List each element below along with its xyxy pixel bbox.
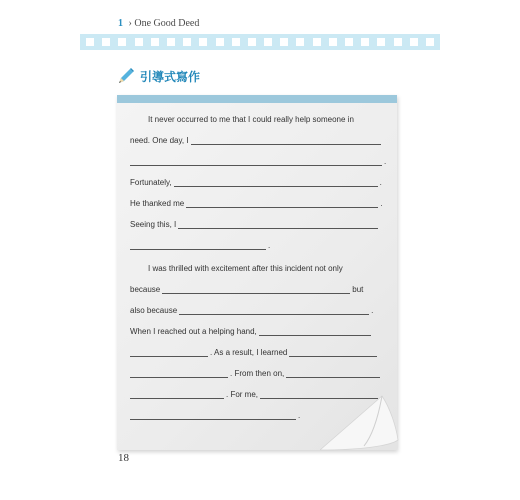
line-1-text: It never occurred to me that I could really help someone in [148, 115, 354, 124]
line-5-text: He thanked me [130, 199, 185, 208]
tape-hole [118, 38, 126, 46]
section-title-text: 引導式寫作 [140, 69, 201, 84]
answer-blank[interactable] [260, 389, 378, 399]
worksheet-line-11 [130, 322, 390, 336]
tape-hole [248, 38, 256, 46]
line-13-text: . From then on, [230, 369, 285, 378]
decorative-tape [80, 34, 440, 50]
answer-blank[interactable] [130, 410, 296, 420]
paper-top-bar [117, 95, 397, 103]
line-4-text: Fortunately, [130, 178, 172, 187]
tape-hole [167, 38, 175, 46]
worksheet-line-8 [130, 259, 408, 273]
answer-blank[interactable] [130, 347, 208, 357]
tape-holes [86, 38, 434, 46]
line-11-text: When I reached out a helping hand, [130, 327, 257, 336]
tape-hole [216, 38, 224, 46]
tape-hole [264, 38, 272, 46]
line-15-text: . [298, 411, 301, 420]
worksheet-line-4 [130, 173, 390, 187]
tape-hole [313, 38, 321, 46]
tape-hole [426, 38, 434, 46]
tape-hole [394, 38, 402, 46]
line-12-text: . As a result, I learned [210, 348, 288, 357]
tape-hole [232, 38, 240, 46]
answer-blank[interactable] [186, 198, 378, 208]
line-7-text: . [268, 241, 271, 250]
answer-blank[interactable] [130, 156, 382, 166]
worksheet-line-3 [130, 152, 390, 166]
chapter-separator: › [128, 18, 132, 29]
tape-hole [183, 38, 191, 46]
line-3-text: . [384, 157, 387, 166]
page-number: 18 [118, 452, 129, 464]
worksheet-line-9 [130, 280, 390, 294]
worksheet-line-13 [130, 364, 390, 378]
tape-hole [296, 38, 304, 46]
line-4-end: . [379, 178, 382, 187]
tape-hole [329, 38, 337, 46]
tape-hole [410, 38, 418, 46]
pencil-icon [116, 66, 136, 86]
worksheet-line-5 [130, 194, 390, 208]
answer-blank[interactable] [289, 347, 377, 357]
worksheet-line-2 [130, 131, 390, 145]
answer-blank[interactable] [191, 135, 381, 145]
tape-hole [199, 38, 207, 46]
answer-blank[interactable] [178, 219, 378, 229]
worksheet-line-14 [130, 385, 390, 399]
answer-blank[interactable] [130, 240, 266, 250]
line-5-end: . [380, 199, 383, 208]
worksheet-line-1 [130, 110, 408, 124]
line-6-text: Seeing this, I [130, 220, 177, 229]
line-14-text: . For me, [226, 390, 259, 399]
chapter-title: One Good Deed [134, 18, 200, 29]
worksheet-line-7 [130, 236, 390, 250]
tape-hole [280, 38, 288, 46]
line-9-end: but [352, 285, 364, 294]
answer-blank[interactable] [130, 389, 224, 399]
answer-blank[interactable] [286, 368, 380, 378]
worksheet-line-12 [130, 343, 390, 357]
tape-hole [135, 38, 143, 46]
worksheet-line-10 [130, 301, 390, 315]
line-2-text: need. One day, I [130, 136, 189, 145]
worksheet-line-6 [130, 215, 390, 229]
chapter-number: 1 [118, 18, 123, 29]
answer-blank[interactable] [259, 326, 371, 336]
answer-blank[interactable] [162, 284, 350, 294]
section-title [116, 66, 200, 86]
chapter-header [118, 18, 199, 29]
line-10-text: also because [130, 306, 178, 315]
tape-hole [151, 38, 159, 46]
answer-blank[interactable] [179, 305, 369, 315]
answer-blank[interactable] [174, 177, 378, 187]
answer-blank[interactable] [130, 368, 228, 378]
tape-hole [345, 38, 353, 46]
line-10-end: . [371, 306, 374, 315]
worksheet-line-15 [130, 406, 390, 420]
tape-hole [102, 38, 110, 46]
tape-hole [361, 38, 369, 46]
line-9-text: because [130, 285, 161, 294]
tape-hole [86, 38, 94, 46]
line-8-text: I was thrilled with excitement after this incident not only [148, 264, 343, 273]
tape-hole [377, 38, 385, 46]
